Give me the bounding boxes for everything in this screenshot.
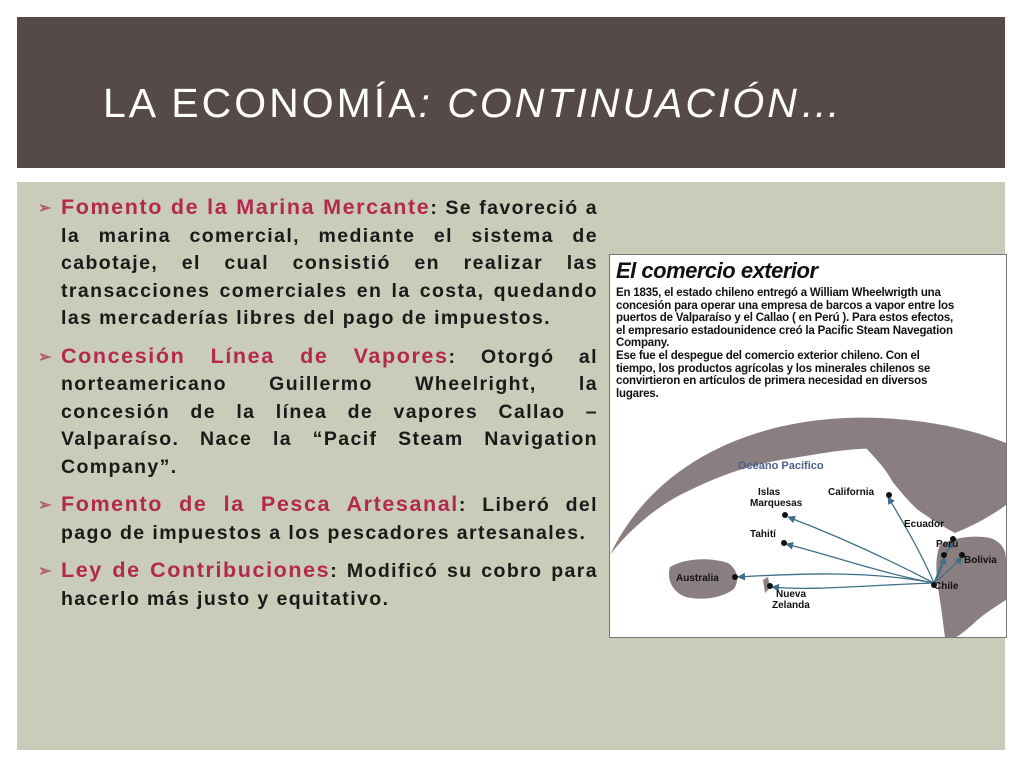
map-label-bolivia: Bolivia: [964, 555, 997, 566]
bullet-text: : Liberó del pago de impuestos a los pescadores artesanales.: [61, 494, 598, 544]
map-label-peru: Perú: [936, 539, 959, 550]
bullet-item: [36, 491, 598, 547]
map-label-ocean: Océano Pacífico: [738, 460, 824, 472]
bullet-marker-icon: ➢: [38, 497, 53, 514]
caption-line: En 1835, el estado chileno entregó a William Wheelwrigth una: [616, 287, 941, 299]
bullet-marker-icon: ➢: [38, 348, 53, 366]
bullet-term: Fomento de la Marina Mercante: [61, 195, 431, 219]
figure-caption: [616, 287, 1000, 400]
caption-line: Company.: [616, 337, 670, 350]
bullet-list: [36, 194, 598, 623]
map-label-islas: Islas: [758, 487, 781, 498]
caption-line: lugares.: [616, 387, 659, 400]
caption-line: concesión para operar una empresa de barcos a vapor entre los: [616, 299, 955, 312]
caption-line: puertos de Valparaíso y el Callao ( en Perú ). Para estos efectos,: [616, 312, 954, 325]
caption-line: tiempo, los productos agrícolas y los minerales chilenos se: [616, 362, 931, 375]
map-label-chile: Chile: [934, 581, 959, 592]
bullet-marker-icon: ➢: [38, 200, 53, 217]
bullet-item: [36, 194, 598, 333]
figure-title: El comercio exterior: [616, 258, 818, 283]
caption-line: Ese fue el despegue del comercio exterior chileno. Con el: [616, 349, 920, 362]
bullet-term: Concesión Línea de Vapores: [61, 343, 449, 368]
slide-title: [103, 80, 844, 127]
bullet-marker-icon: ➢: [38, 563, 53, 580]
bullet-item: [36, 343, 598, 482]
bullet-term: Ley de Contribuciones: [61, 558, 331, 582]
bullet-text: : Modificó su cobro para hacerlo más justo y equitativo.: [61, 560, 599, 610]
map-label-tahiti: Tahití: [750, 529, 776, 540]
bullet-text: : Se favoreció a la marina comercial, mediante el sistema de cabotaje, el cual consistió en realizar las transacciones comerciales en la costa, quedando las mercaderías libres del pago de impuestos.: [61, 197, 599, 329]
map-label-marquesas: Marquesas: [750, 498, 803, 509]
map-label-ecuador: Ecuador: [904, 519, 945, 530]
bullet-text: : Otorgó al norteamericano Guillermo Wheelright, la concesión de la línea de vapores Callao – Valparaíso. Nace la “Pacif Steam Navigation Company”.: [61, 345, 598, 478]
bullet-item: [36, 557, 598, 613]
bullet-term: Fomento de la Pesca Artesanal: [61, 492, 459, 516]
title-italic: : CONTINUACIÓN…: [418, 80, 844, 126]
caption-line: el empresario estadounidence creó la Pacific Steam Navegation: [616, 324, 953, 337]
map-label-california: California: [828, 487, 875, 498]
map-label-australia: Australia: [676, 573, 719, 584]
title-main: LA ECONOMÍA: [103, 80, 419, 126]
map-label-nueva: Nueva: [776, 589, 807, 600]
caption-line: convirtieron en artículos de primera necesidad en diversos: [616, 375, 928, 388]
trade-map-figure: [609, 254, 1007, 638]
map-label-zelanda: Zelanda: [772, 600, 810, 611]
